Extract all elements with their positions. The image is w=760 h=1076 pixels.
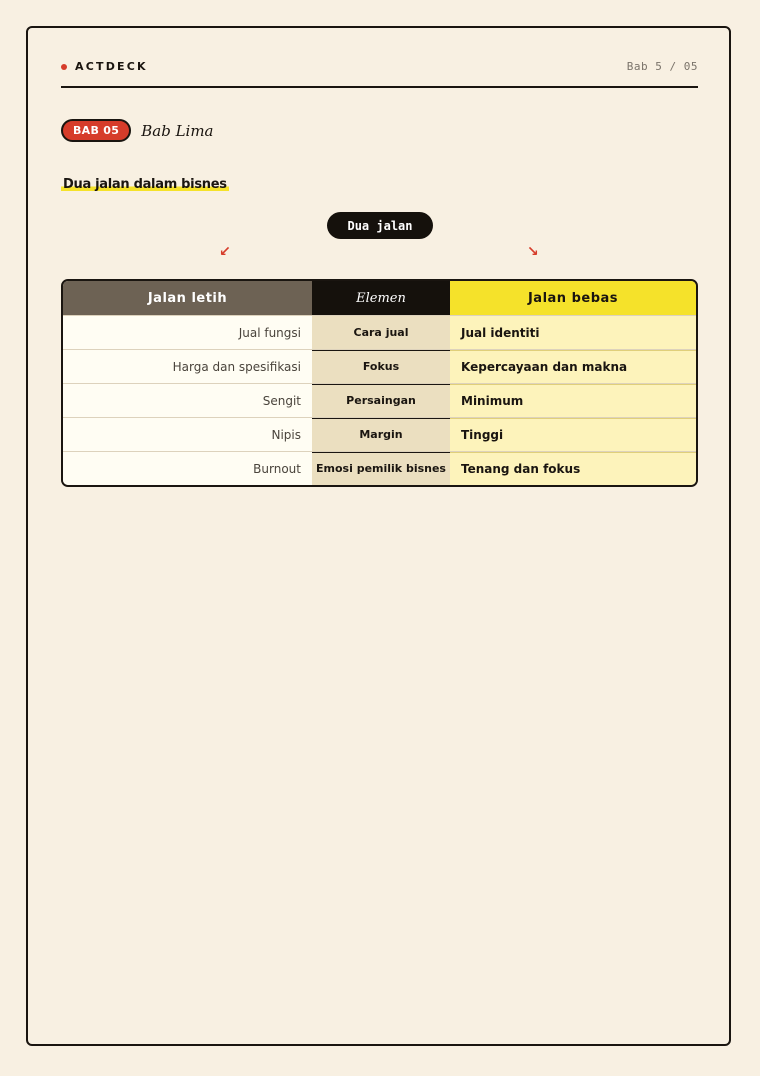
arrow-down-left-icon: ↙ bbox=[219, 244, 231, 260]
header-left: Jalan letih bbox=[63, 281, 312, 315]
comparison-table bbox=[61, 279, 698, 487]
cell-right: Tinggi bbox=[450, 418, 696, 451]
header-right: Jalan bebas bbox=[450, 281, 696, 315]
cell-left: Jual fungsi bbox=[63, 316, 312, 349]
cell-middle: Margin bbox=[312, 418, 450, 451]
cell-middle: Cara jual bbox=[312, 316, 450, 349]
cell-left: Burnout bbox=[63, 452, 312, 485]
cell-right: Kepercayaan dan makna bbox=[450, 350, 696, 383]
table-row bbox=[63, 451, 696, 485]
table-header-row bbox=[63, 281, 696, 315]
brand bbox=[61, 60, 148, 73]
headline: Dua jalan dalam bisnes bbox=[63, 177, 227, 192]
page-indicator: Bab 5 / 05 bbox=[626, 60, 698, 73]
cell-right: Minimum bbox=[450, 384, 696, 417]
table-row bbox=[63, 417, 696, 451]
chapter-badge: BAB 05 bbox=[61, 119, 131, 142]
brand-dot-icon bbox=[61, 64, 67, 70]
table-row bbox=[63, 383, 696, 417]
cell-left: Nipis bbox=[63, 418, 312, 451]
header-middle: Elemen bbox=[312, 281, 450, 315]
top-bar bbox=[61, 60, 698, 88]
cell-middle: Fokus bbox=[312, 350, 450, 383]
section-pill: Dua jalan bbox=[327, 212, 433, 239]
table-row bbox=[63, 315, 696, 349]
cell-left: Harga dan spesifikasi bbox=[63, 350, 312, 383]
brand-name: ACTDECK bbox=[75, 60, 148, 73]
chapter-subtitle: Bab Lima bbox=[141, 121, 214, 140]
cell-right: Tenang dan fokus bbox=[450, 452, 696, 485]
cell-middle: Persaingan bbox=[312, 384, 450, 417]
cell-middle: Emosi pemilik bisnes bbox=[312, 452, 450, 485]
table-row bbox=[63, 349, 696, 383]
cell-left: Sengit bbox=[63, 384, 312, 417]
chapter-row bbox=[61, 119, 214, 142]
cell-right: Jual identiti bbox=[450, 316, 696, 349]
arrow-down-right-icon: ↘ bbox=[527, 244, 539, 260]
